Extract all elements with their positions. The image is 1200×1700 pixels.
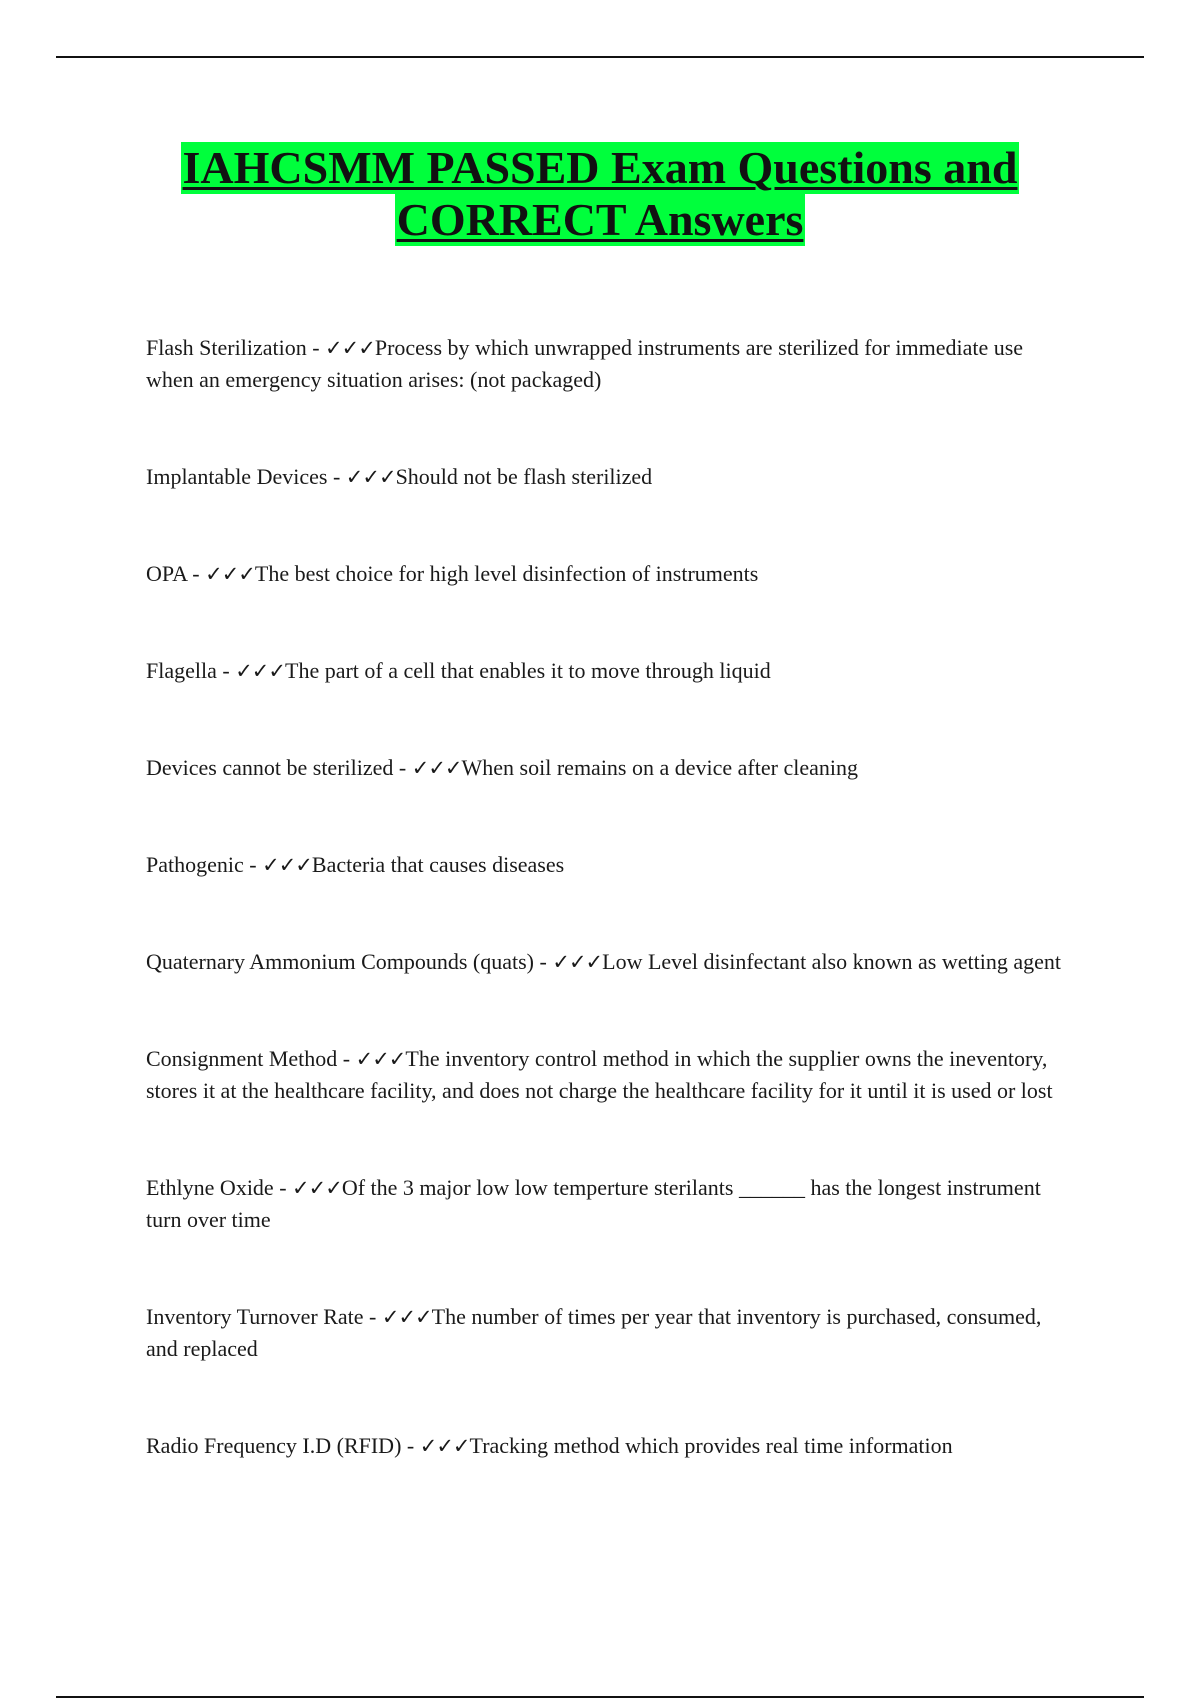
term: Ethlyne Oxide (146, 1175, 274, 1200)
check-mark-icon: ✓✓✓ (552, 950, 603, 974)
term: Inventory Turnover Rate (146, 1304, 364, 1329)
check-mark-icon: ✓✓✓ (262, 853, 312, 877)
answer: The number of times per year that inventory is purchased, consumed, and replaced (146, 1304, 1042, 1361)
qa-item (146, 558, 1066, 590)
answer: Low Level disinfectant also known as wetting agent (602, 949, 1061, 974)
qa-item (146, 752, 1066, 784)
check-mark-icon: ✓✓✓ (292, 1176, 342, 1200)
qa-item (146, 655, 1066, 687)
answer: The part of a cell that enables it to move through liquid (285, 658, 771, 683)
separator: - (401, 1433, 420, 1458)
top-divider (56, 56, 1144, 58)
term: Radio Frequency I.D (RFID) (146, 1433, 402, 1458)
qa-item (146, 1301, 1066, 1365)
document-title (0, 142, 1200, 246)
separator: - (363, 1304, 382, 1329)
qa-item (146, 332, 1066, 396)
term: Devices cannot be sterilized (146, 755, 394, 780)
term: Flash Sterilization (146, 335, 307, 360)
bottom-divider (56, 1696, 1144, 1698)
answer: Of the 3 major low low temperture sterilants ______ has the longest instrument turn over time (146, 1175, 1041, 1232)
check-mark-icon: ✓✓✓ (411, 756, 462, 780)
answer: The inventory control method in which the supplier owns the ineventory, stores it at the healthcare facility, and does not charge the healthcare facility for it until it is used or lost (146, 1046, 1053, 1103)
separator: - (186, 561, 206, 586)
check-mark-icon: ✓✓✓ (325, 336, 375, 360)
check-mark-icon: ✓✓✓ (419, 1434, 470, 1458)
separator: - (243, 852, 263, 877)
answer: Tracking method which provides real time information (469, 1433, 953, 1458)
term: Implantable Devices (146, 464, 328, 489)
answer: Should not be flash sterilized (395, 464, 653, 489)
title-line-2: CORRECT Answers (396, 194, 804, 245)
term: Quaternary Ammonium Compounds (quats) (146, 949, 535, 974)
separator: - (273, 1175, 293, 1200)
check-mark-icon: ✓✓✓ (381, 1305, 432, 1329)
qa-item (146, 1430, 1066, 1462)
term: Pathogenic (146, 852, 244, 877)
title-line-1: IAHCSMM PASSED Exam Questions and (182, 142, 1018, 193)
term: Flagella (146, 658, 217, 683)
qa-item (146, 1043, 1066, 1107)
separator: - (534, 949, 553, 974)
answer: Bacteria that causes diseases (311, 852, 565, 877)
qa-item (146, 849, 1066, 881)
term: OPA (146, 561, 187, 586)
answer: The best choice for high level disinfection of instruments (254, 561, 759, 586)
term: Consignment Method (146, 1046, 338, 1071)
separator: - (306, 335, 326, 360)
separator: - (327, 464, 346, 489)
check-mark-icon: ✓✓✓ (345, 465, 396, 489)
answer: Process by which unwrapped instruments are sterilized for immediate use when an emergency situation arises: (not packaged) (146, 335, 1024, 392)
check-mark-icon: ✓✓✓ (355, 1047, 406, 1071)
answer: When soil remains on a device after cleaning (461, 755, 858, 780)
check-mark-icon: ✓✓✓ (205, 562, 255, 586)
separator: - (337, 1046, 356, 1071)
qa-item (146, 946, 1066, 978)
qa-item (146, 461, 1066, 493)
separator: - (393, 755, 412, 780)
separator: - (216, 658, 236, 683)
check-mark-icon: ✓✓✓ (235, 659, 285, 683)
qa-list (146, 332, 1066, 1462)
qa-item (146, 1172, 1066, 1236)
